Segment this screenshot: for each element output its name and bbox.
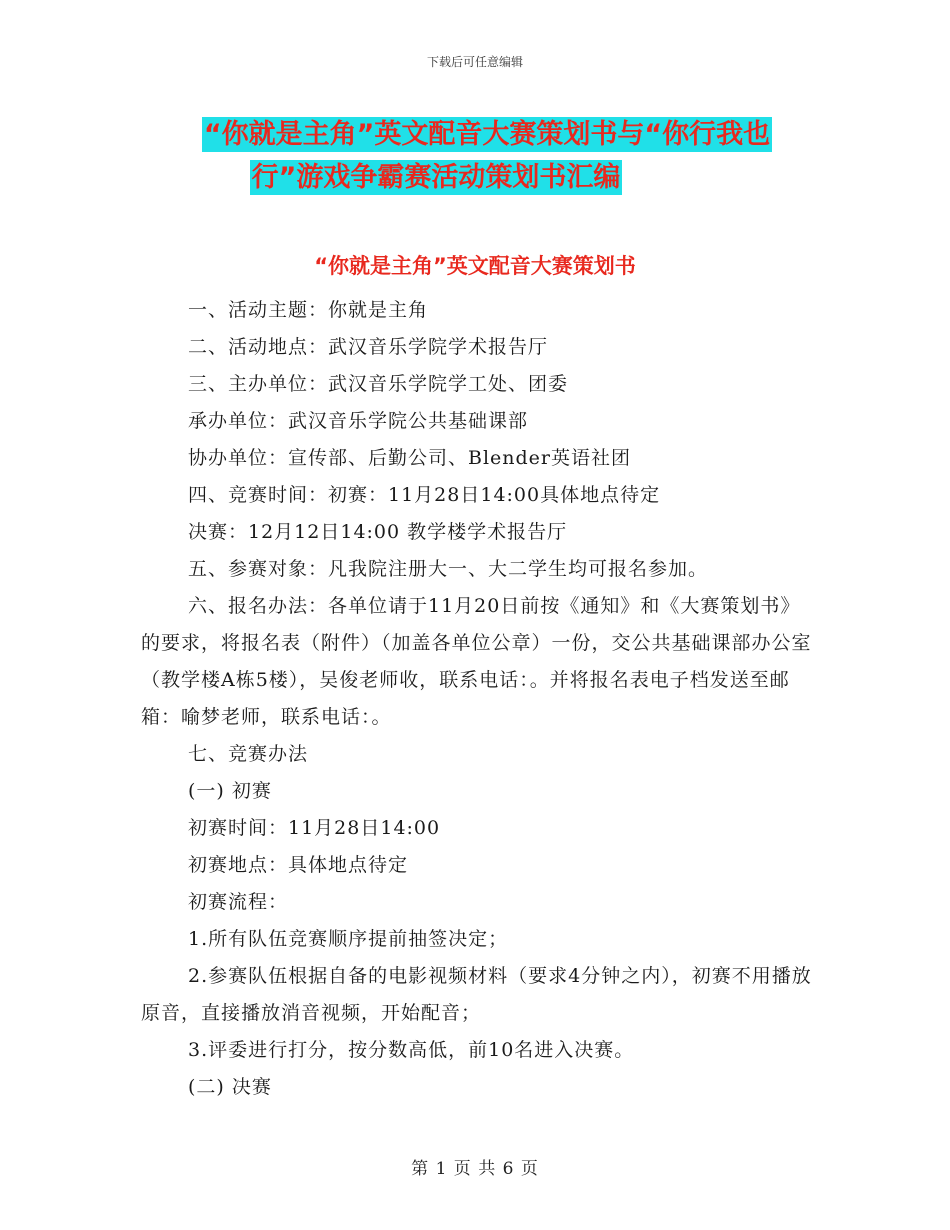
- paragraph-preliminary-venue: 初赛地点：具体地点待定: [188, 854, 409, 876]
- paragraph-step-1: 1.所有队伍竞赛顺序提前抽签决定；: [188, 928, 509, 950]
- paragraph-undertaker: 承办单位：武汉音乐学院公共基础课部: [188, 410, 529, 432]
- paragraph-preliminary-heading: (一) 初赛: [188, 780, 272, 802]
- document-title-line-2: 行”游戏争霸赛活动策划书汇编: [251, 162, 621, 193]
- paragraph-theme: 一、活动主题：你就是主角: [188, 299, 429, 321]
- paragraph-final-time: 决赛：12月12日14:00 教学楼学术报告厅: [188, 521, 568, 543]
- paragraph-registration: 六、报名办法：各单位请于11月20日前按《通知》和《大赛策划书》的要求，将报名表（附件）（加盖各单位公章）一份，交公共基础课部办公室（教学楼A栋5楼），吴俊老师收，联系电话：。并将报名表电子档发送至邮箱：喻梦老师，联系电话：。: [141, 595, 812, 728]
- page-number-footer: 第 1 页 共 6 页: [411, 1159, 539, 1179]
- document-title-line-1: “你就是主角”英文配音大赛策划书与“你行我也: [203, 119, 771, 150]
- paragraph-step-2: 2.参赛队伍根据自备的电影视频材料（要求4分钟之内），初赛不用播放原音，直接播放消音视频，开始配音；: [141, 965, 812, 1024]
- paragraph-preliminary-time: 初赛时间：11月28日14:00: [188, 817, 441, 839]
- paragraph-co-organizer: 协办单位：宣传部、后勤公司、Blender英语社团: [188, 447, 632, 469]
- paragraph-competition-time: 四、竞赛时间：初赛：11月28日14:00具体地点待定: [188, 484, 661, 506]
- paragraph-organizer: 三、主办单位：武汉音乐学院学工处、团委: [188, 373, 569, 395]
- section-title: “你就是主角”英文配音大赛策划书: [314, 254, 636, 278]
- paragraph-preliminary-process: 初赛流程：: [188, 891, 289, 913]
- paragraph-venue: 二、活动地点：武汉音乐学院学术报告厅: [188, 336, 549, 358]
- paragraph-competition-method: 七、竞赛办法: [188, 743, 309, 765]
- paragraph-participants: 五、参赛对象：凡我院注册大一、大二学生均可报名参加。: [188, 558, 709, 580]
- paragraph-step-3: 3.评委进行打分，按分数高低，前10名进入决赛。: [188, 1039, 635, 1061]
- paragraph-final-heading: (二) 决赛: [188, 1076, 272, 1098]
- document-body: [141, 292, 813, 1106]
- header-note: 下载后可任意编辑: [426, 55, 523, 69]
